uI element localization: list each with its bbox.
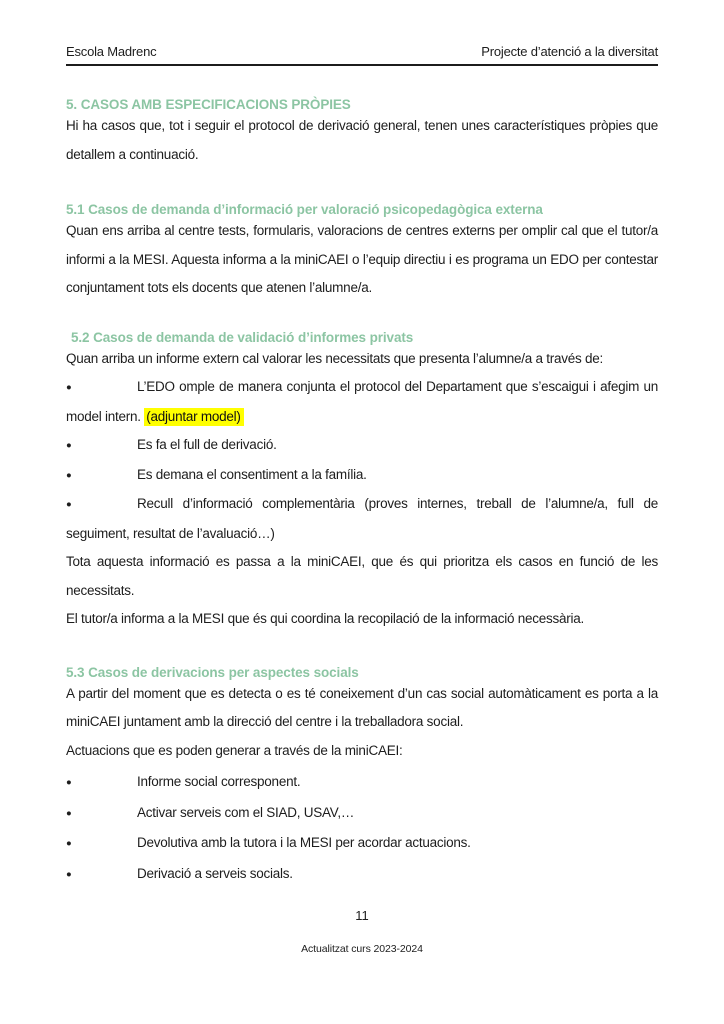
list-item-text: Es demana el consentiment a la família. (137, 466, 367, 482)
section-5-intro-paragraph: Hi ha casos que, tot i seguir el protocol de derivació general, tenen unes característiques pròpies que detallem a continuació. (66, 118, 658, 162)
list-item-text: Derivació a serveis socials. (137, 865, 293, 881)
list-item-text: Recull d’informació complementària (proves internes, treball de l’alumne/a, full de seguiment, resultat de l’avaluació…) (66, 496, 658, 541)
list-item-text: Activar serveis com el SIAD, USAV,… (137, 804, 355, 820)
section-5-2-paragraph-1: Tota aquesta informació es passa a la miniCAEI, que és qui prioritza els casos en funció de les necessitats. (66, 554, 658, 598)
list-item-text: Informe social corresponent. (137, 774, 301, 789)
section-5-title: 5. CASOS AMB ESPECIFICACIONS PRÒPIES (66, 97, 351, 112)
list-item (66, 799, 658, 829)
list-item (66, 768, 658, 798)
section-5-1-paragraph: Quan ens arriba al centre tests, formularis, valoracions de centres externs per omplir cal que el tutor/a informi a la MESI. Aquesta informa a la miniCAEI o l’equip directiu i es programa un EDO per contestar conjuntament tots els docents que atenen l’alumne/a. (66, 223, 658, 295)
bullet-icon: ● (66, 777, 72, 788)
list-item (66, 461, 658, 491)
footer-note: Actualitzat curs 2023-2024 (301, 943, 423, 955)
bullet-icon: ● (66, 440, 72, 451)
section-5-3-paragraph-1: A partir del moment que es detecta o es té coneixement d’un cas social automàticament es porta a la miniCAEI juntament amb la direcció del centre i la treballadora social. (66, 685, 658, 729)
header-school-name: Escola Madrenc (66, 44, 157, 59)
list-item-text: Devolutiva amb la tutora i la MESI per acordar actuacions. (137, 835, 471, 850)
section-5-1-title: 5.1 Casos de demanda d’informació per valoració psicopedagògica externa (66, 202, 543, 217)
list-item (66, 490, 658, 548)
section-5-2-title: 5.2 Casos de demanda de validació d’informes privats (71, 329, 414, 345)
section-5-3-bullet-list (66, 768, 658, 889)
list-item (66, 373, 658, 431)
list-item (66, 860, 658, 890)
section-5-3-title: 5.3 Casos de derivacions per aspectes socials (66, 664, 359, 680)
list-item (66, 431, 658, 461)
bullet-icon: ● (66, 838, 72, 849)
bullet-icon: ● (66, 469, 72, 481)
section-5-3-paragraph-2: Actuacions que es poden generar a través de la miniCAEI: (66, 742, 403, 758)
header-document-title: Projecte d’atenció a la diversitat (481, 44, 658, 59)
bullet-icon: ● (66, 868, 72, 880)
section-5-2-bullet-list (66, 373, 658, 548)
bullet-icon: ● (66, 499, 72, 510)
bullet-icon: ● (66, 382, 72, 393)
page-header (66, 44, 658, 66)
section-5-2-intro-paragraph: Quan arriba un informe extern cal valorar les necessitats que presenta l’alumne/a a través de: (66, 350, 604, 366)
highlighted-text: (adjuntar model) (144, 408, 243, 426)
section-5-2-paragraph-2: El tutor/a informa a la MESI que és qui coordina la recopilació de la informació necessària. (66, 611, 585, 626)
list-item-text: Es fa el full de derivació. (137, 437, 277, 452)
page-number: 11 (355, 908, 369, 923)
list-item-text: L’EDO omple de manera conjunta el protocol del Departament que s’escaigui i afegim un model intern. (66, 379, 658, 424)
list-item (66, 829, 658, 859)
bullet-icon: ● (66, 807, 72, 819)
